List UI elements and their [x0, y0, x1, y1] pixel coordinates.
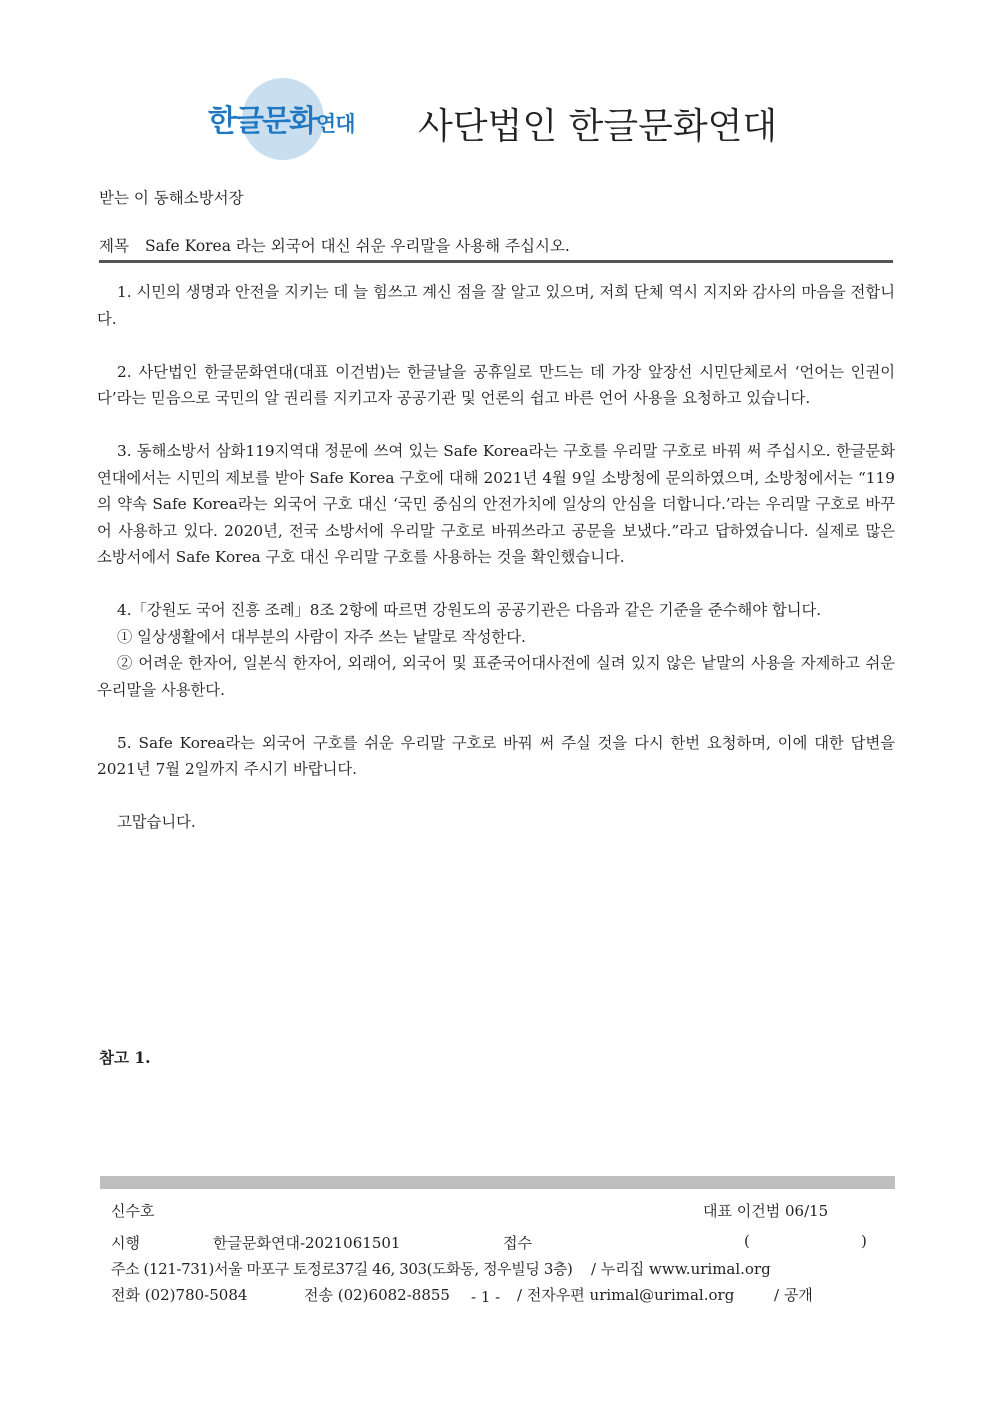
- paragraph-4-item-2: ② 어려운 한자어, 일본식 한자어, 외래어, 외국어 및 표준국어대사전에 실려 있지 않은 낱말의 사용을 자제하고 쉬운 우리말을 사용한다.: [97, 654, 895, 699]
- reference-label: 참고 1.: [99, 1048, 151, 1067]
- footer-address: 주소 (121-731)서울 마포구 토정로37길 46, 303(도화동, 정우빌딩 3층): [111, 1260, 573, 1278]
- footer-page-number: - 1 -: [471, 1288, 501, 1306]
- footer-email: / 전자우편 urimal@urimal.org: [517, 1286, 735, 1304]
- footer-jeopsu-paren-close: ): [861, 1232, 867, 1250]
- footer-representative: 대표 이건범 06/15: [703, 1202, 829, 1220]
- footer-fax: 전송 (02)6082-8855: [304, 1286, 450, 1304]
- paragraph-2: 2. 사단법인 한글문화연대(대표 이건범)는 한글날을 공휴일로 만드는 데 가장 앞장선 시민단체로서 ‘언어는 인권이다’라는 믿음으로 국민의 알 권리를 지키고자 공공기관 및 언론의 쉽고 바른 언어 사용을 요청하고 있습니다.: [97, 362, 895, 407]
- header-divider: [99, 260, 893, 263]
- paragraph-4-item-1: ① 일상생활에서 대부분의 사람이 자주 쓰는 낱말로 작성한다.: [117, 627, 526, 646]
- paragraph-5: 5. Safe Korea라는 외국어 구호를 쉬운 우리말 구호로 바꿔 써 주실 것을 다시 한번 요청하며, 이에 대한 답변을 2021년 7월 2일까지 주시기 바랍니다.: [97, 733, 895, 778]
- footer-jeopsu-paren-open: (: [744, 1232, 750, 1250]
- closing-line: 고맙습니다.: [117, 813, 196, 831]
- paragraph-4: 4.「강원도 국어 진흥 조례」8조 2항에 따르면 강원도의 공공기관은 다음과 같은 기준을 준수해야 합니다.: [117, 601, 822, 619]
- footer-sihaeng-label: 시행: [111, 1234, 140, 1252]
- paragraph-3: 3. 동해소방서 삼화119지역대 정문에 쓰여 있는 Safe Korea라는 구호를 우리말 구호로 바꿔 써 주십시오. 한글문화연대에서는 시민의 제보를 받아 Safe Korea 구호에 대해 2021년 4월 9일 소방청에 문의하였으며, 소방청에서는 “119의 약속 Safe Korea라는 외국어 구호 대신 ‘국민 중심의 안전가치에 일상의 안심을 더합니다.’라는 우리말 구호로 바꾸어 사용하고 있다. 2020년, 전국 소방서에 우리말 구호로 바꿔쓰라고 공문을 보냈다.”라고 답하였습니다. 실제로 많은 소방서에서 Safe Korea 구호 대신 우리말 구호를 사용하는 것을 확인했습니다.: [97, 442, 895, 566]
- footer-disclosure: / 공개: [774, 1286, 813, 1304]
- footer-divider-bar: [100, 1176, 895, 1189]
- footer-phone: 전화 (02)780-5084: [111, 1286, 248, 1304]
- subject-line: [99, 234, 899, 256]
- paragraph-1: 1. 시민의 생명과 안전을 지키는 데 늘 힘쓰고 계신 점을 잘 알고 있으며, 저희 단체 역시 지지와 감사의 마음을 전합니다.: [97, 283, 895, 328]
- recipient-line: 받는 이 동해소방서장: [99, 189, 244, 207]
- subject-text: Safe Korea 라는 외국어 대신 쉬운 우리말을 사용해 주십시오.: [144, 237, 570, 255]
- footer-website: / 누리집 www.urimal.org: [591, 1260, 771, 1278]
- organization-title: 사단법인 한글문화연대: [418, 106, 778, 147]
- logo-wordmark: [208, 96, 355, 140]
- footer-sinsuho: 신수호: [111, 1202, 155, 1220]
- footer-jeopsu-label: 접수: [503, 1234, 532, 1252]
- letter-body: [97, 279, 895, 862]
- logo-text-main: 한글문화: [208, 104, 316, 139]
- logo-text-small: 연대: [315, 112, 355, 136]
- footer-sihaeng-value: 한글문화연대-2021061501: [213, 1234, 401, 1252]
- organization-logo: [200, 78, 390, 160]
- subject-label: 제목: [99, 237, 129, 255]
